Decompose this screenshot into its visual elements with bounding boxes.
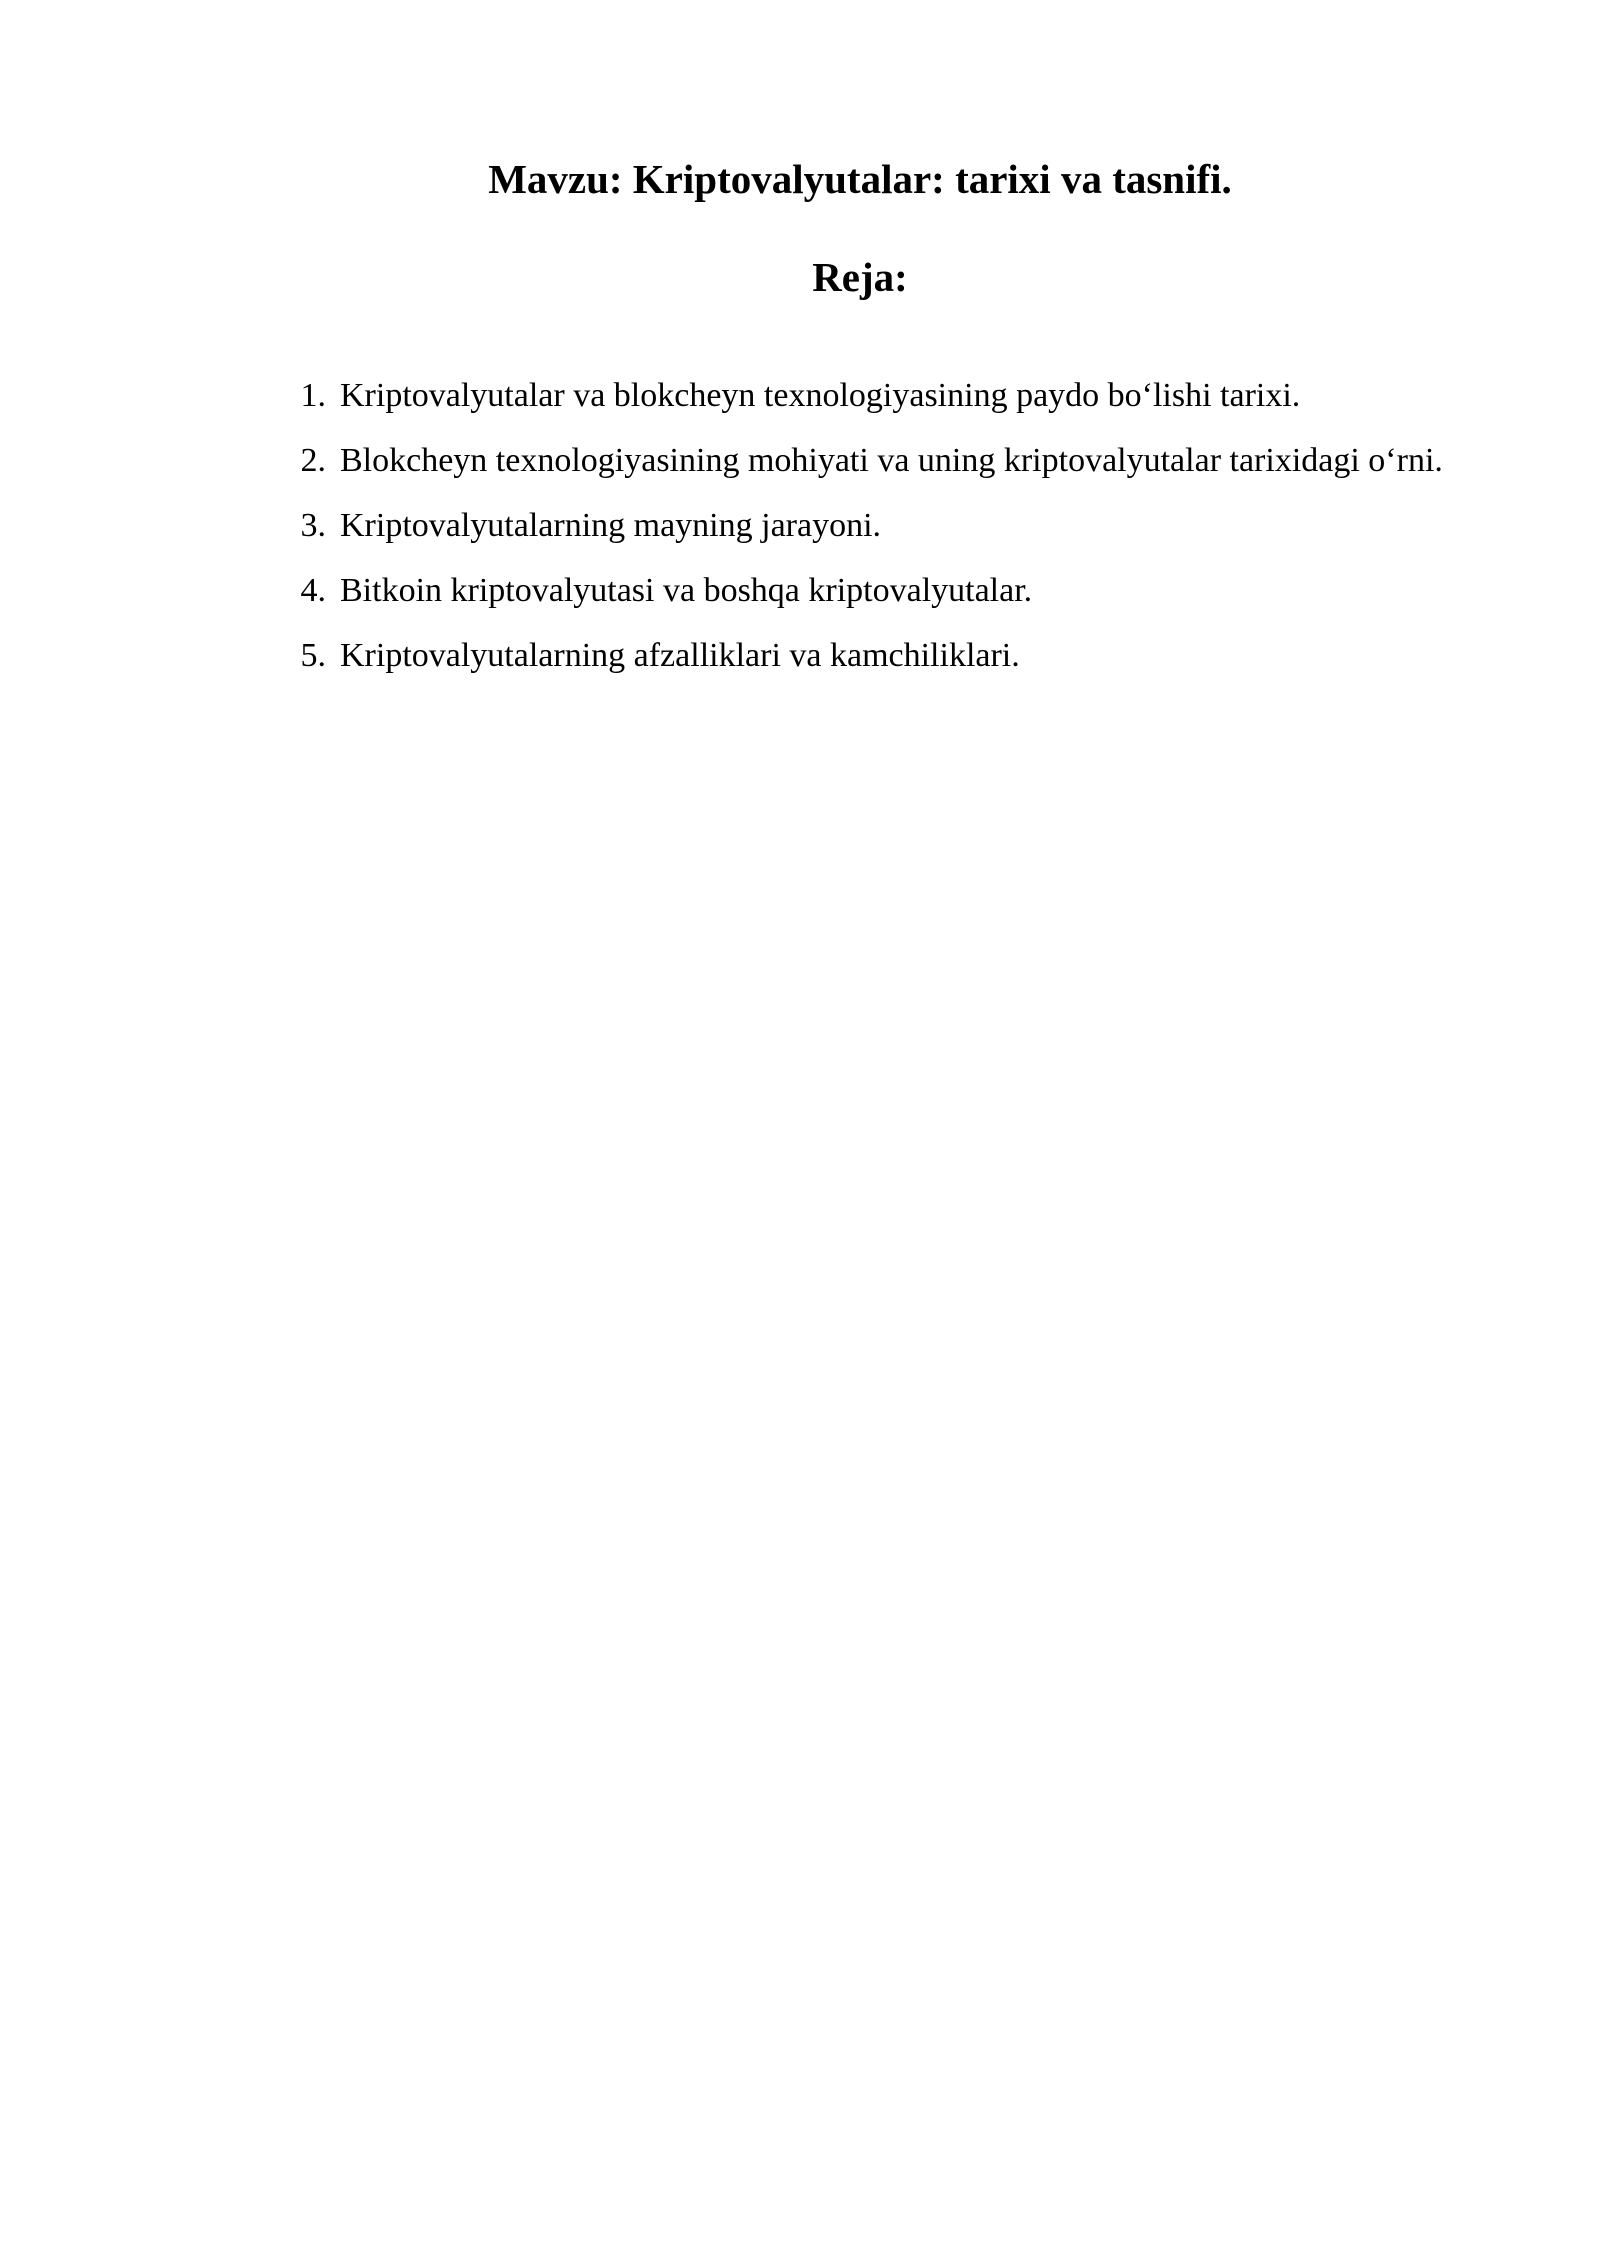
plan-item	[270, 428, 1470, 493]
plan-item-number: 2.	[300, 442, 326, 479]
plan-item	[270, 363, 1470, 428]
plan-item	[270, 493, 1470, 558]
plan-list	[270, 363, 1470, 688]
plan-item-text: Bitkoin kriptovalyutasi va boshqa kriptovalyutalar.	[340, 572, 1033, 609]
plan-item-text: Kriptovalyutalar va blokcheyn texnologiyasining paydo bo‘lishi tarixi.	[340, 377, 1301, 414]
plan-item-text: Kriptovalyutalarning afzalliklari va kamchiliklari.	[340, 637, 1020, 674]
plan-item-text: Kriptovalyutalarning mayning jarayoni.	[340, 507, 882, 544]
plan-item-number: 4.	[300, 572, 326, 609]
plan-item	[270, 623, 1470, 688]
plan-item-number: 1.	[300, 377, 326, 414]
plan-item	[270, 558, 1470, 623]
plan-item-text: Blokcheyn texnologiyasining mohiyati va uning kriptovalyutalar tarixidagi o‘rni.	[340, 442, 1443, 479]
plan-heading: Reja:	[812, 254, 908, 300]
topic-title: Mavzu: Kriptovalyutalar: tarixi va tasnifi.	[488, 156, 1232, 202]
plan-item-number: 5.	[300, 637, 326, 674]
plan-item-number: 3.	[300, 507, 326, 544]
